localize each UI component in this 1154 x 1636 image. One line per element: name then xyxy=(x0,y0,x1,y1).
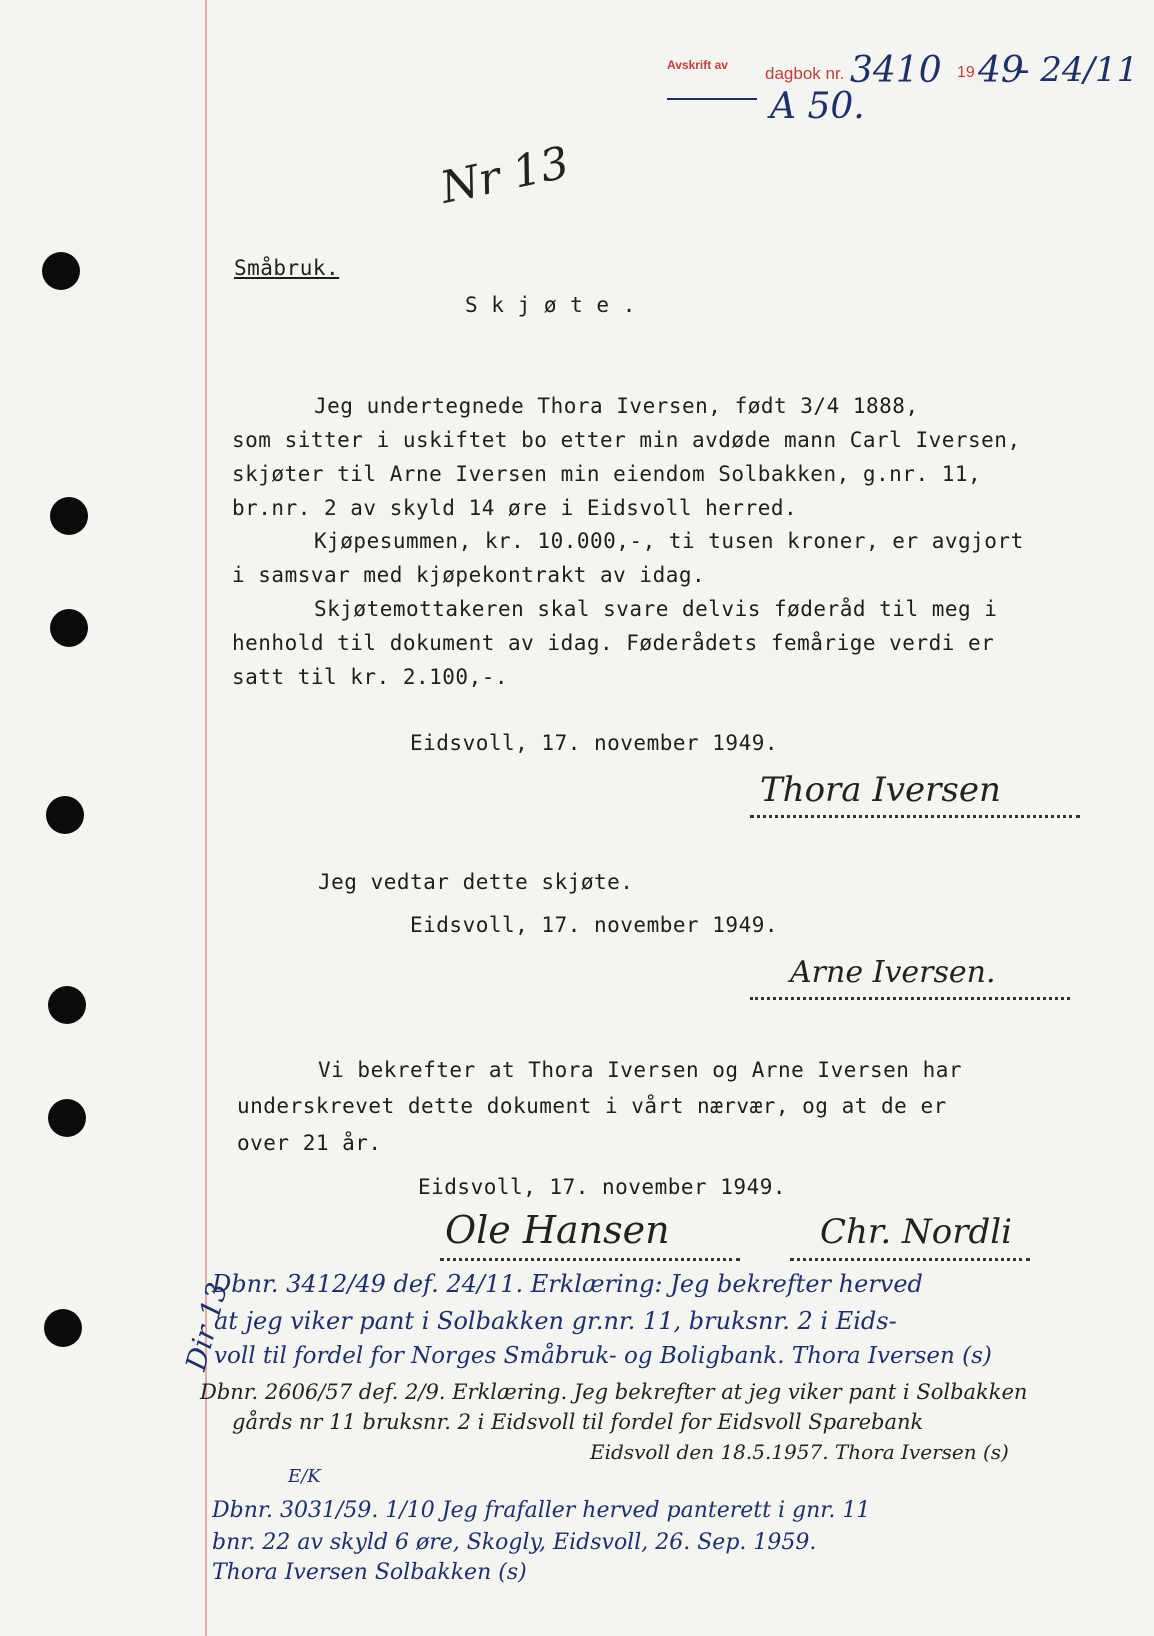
annotation-line: bnr. 22 av skyld 6 øre, Skogly, Eidsvoll, 26. Sep. 1959. xyxy=(212,1530,817,1555)
folio-number: A 50. xyxy=(770,86,865,127)
paragraph-line: satt til kr. 2.100,-. xyxy=(232,665,509,689)
margin-note-ek: E/K xyxy=(288,1466,321,1487)
witness-line: Vi bekrefter at Thora Iversen og Arne Iversen har xyxy=(318,1058,963,1082)
annotation-line: Dbnr. 3031/59. 1/10 Jeg frafaller herved panterett i gnr. 11 xyxy=(212,1498,871,1523)
place-date: Eidsvoll, 17. november 1949. xyxy=(410,913,779,937)
annotation-line: gårds nr 11 bruksnr. 2 i Eidsvoll til fordel for Eidsvoll Sparebank xyxy=(232,1410,924,1434)
witness-signature: Chr. Nordli xyxy=(820,1212,1013,1252)
signature-line xyxy=(750,815,1080,818)
paragraph-line: Jeg undertegnede Thora Iversen, født 3/4 1888, xyxy=(314,394,919,418)
paragraph-line: skjøter til Arne Iversen min eiendom Solbakken, g.nr. 11, xyxy=(232,462,982,486)
annotation-line: Dbnr. 2606/57 def. 2/9. Erklæring. Jeg bekrefter at jeg viker pant i Solbakken xyxy=(200,1380,1028,1404)
acceptance-text: Jeg vedtar dette skjøte. xyxy=(318,870,634,894)
place-date: Eidsvoll, 17. november 1949. xyxy=(418,1175,787,1199)
year-written: 49 xyxy=(978,50,1024,91)
margin-note-top: Nr 13 xyxy=(436,137,574,214)
witness-signature: Ole Hansen xyxy=(445,1208,670,1252)
annotation-line: at jeg viker pant i Solbakken gr.nr. 11, bruksnr. 2 i Eids- xyxy=(214,1307,897,1335)
annotation-line: Thora Iversen Solbakken (s) xyxy=(212,1560,527,1585)
binder-hole xyxy=(46,796,84,834)
paragraph-line: Kjøpesummen, kr. 10.000,-, ti tusen kroner, er avgjort xyxy=(314,529,1024,553)
binder-hole xyxy=(48,986,86,1024)
binder-hole xyxy=(42,252,80,290)
side-note: Dir 13 xyxy=(179,1279,235,1374)
binder-hole xyxy=(44,1309,82,1347)
paragraph-line: i samsvar med kjøpekontrakt av idag. xyxy=(232,563,706,587)
place-date: Eidsvoll, 17. november 1949. xyxy=(410,731,779,755)
dagbok-number: 3410 xyxy=(850,50,942,91)
category-heading: Småbruk. xyxy=(234,256,340,280)
binder-hole xyxy=(50,609,88,647)
paragraph-line: br.nr. 2 av skyld 14 øre i Eidsvoll herred. xyxy=(232,496,798,520)
signature-line xyxy=(440,1258,740,1261)
date-note: - 24/11 xyxy=(1018,50,1139,90)
witness-line: over 21 år. xyxy=(237,1131,382,1155)
stamp-year-prefix: 19 xyxy=(957,64,975,81)
stamp-strike xyxy=(667,98,757,100)
paragraph-line: Skjøtemottakeren skal svare delvis føderåd til meg i xyxy=(314,597,998,621)
annotation-line: Dbnr. 3412/49 def. 24/11. Erklæring: Jeg bekrefter herved xyxy=(212,1270,923,1298)
document-title: S k j ø t e . xyxy=(465,293,636,317)
signature-line xyxy=(750,997,1070,1000)
binder-hole xyxy=(48,1099,86,1137)
signature-thora: Thora Iversen xyxy=(760,770,1001,810)
annotation-line: voll til fordel for Norges Småbruk- og Boligbank. Thora Iversen (s) xyxy=(214,1343,992,1369)
signature-arne: Arne Iversen. xyxy=(790,955,996,990)
signature-line xyxy=(790,1258,1030,1261)
stamp-avskrift: Avskrift av xyxy=(667,58,728,72)
stamp-dagbok: dagbok nr. xyxy=(765,64,845,83)
paragraph-line: som sitter i uskiftet bo etter min avdøde mann Carl Iversen, xyxy=(232,428,1021,452)
witness-line: underskrevet dette dokument i vårt nærvær, og at de er xyxy=(237,1094,947,1118)
binder-hole xyxy=(50,497,88,535)
paragraph-line: henhold til dokument av idag. Føderådets femårige verdi er xyxy=(232,631,995,655)
annotation-line: Eidsvoll den 18.5.1957. Thora Iversen (s) xyxy=(590,1440,1009,1464)
